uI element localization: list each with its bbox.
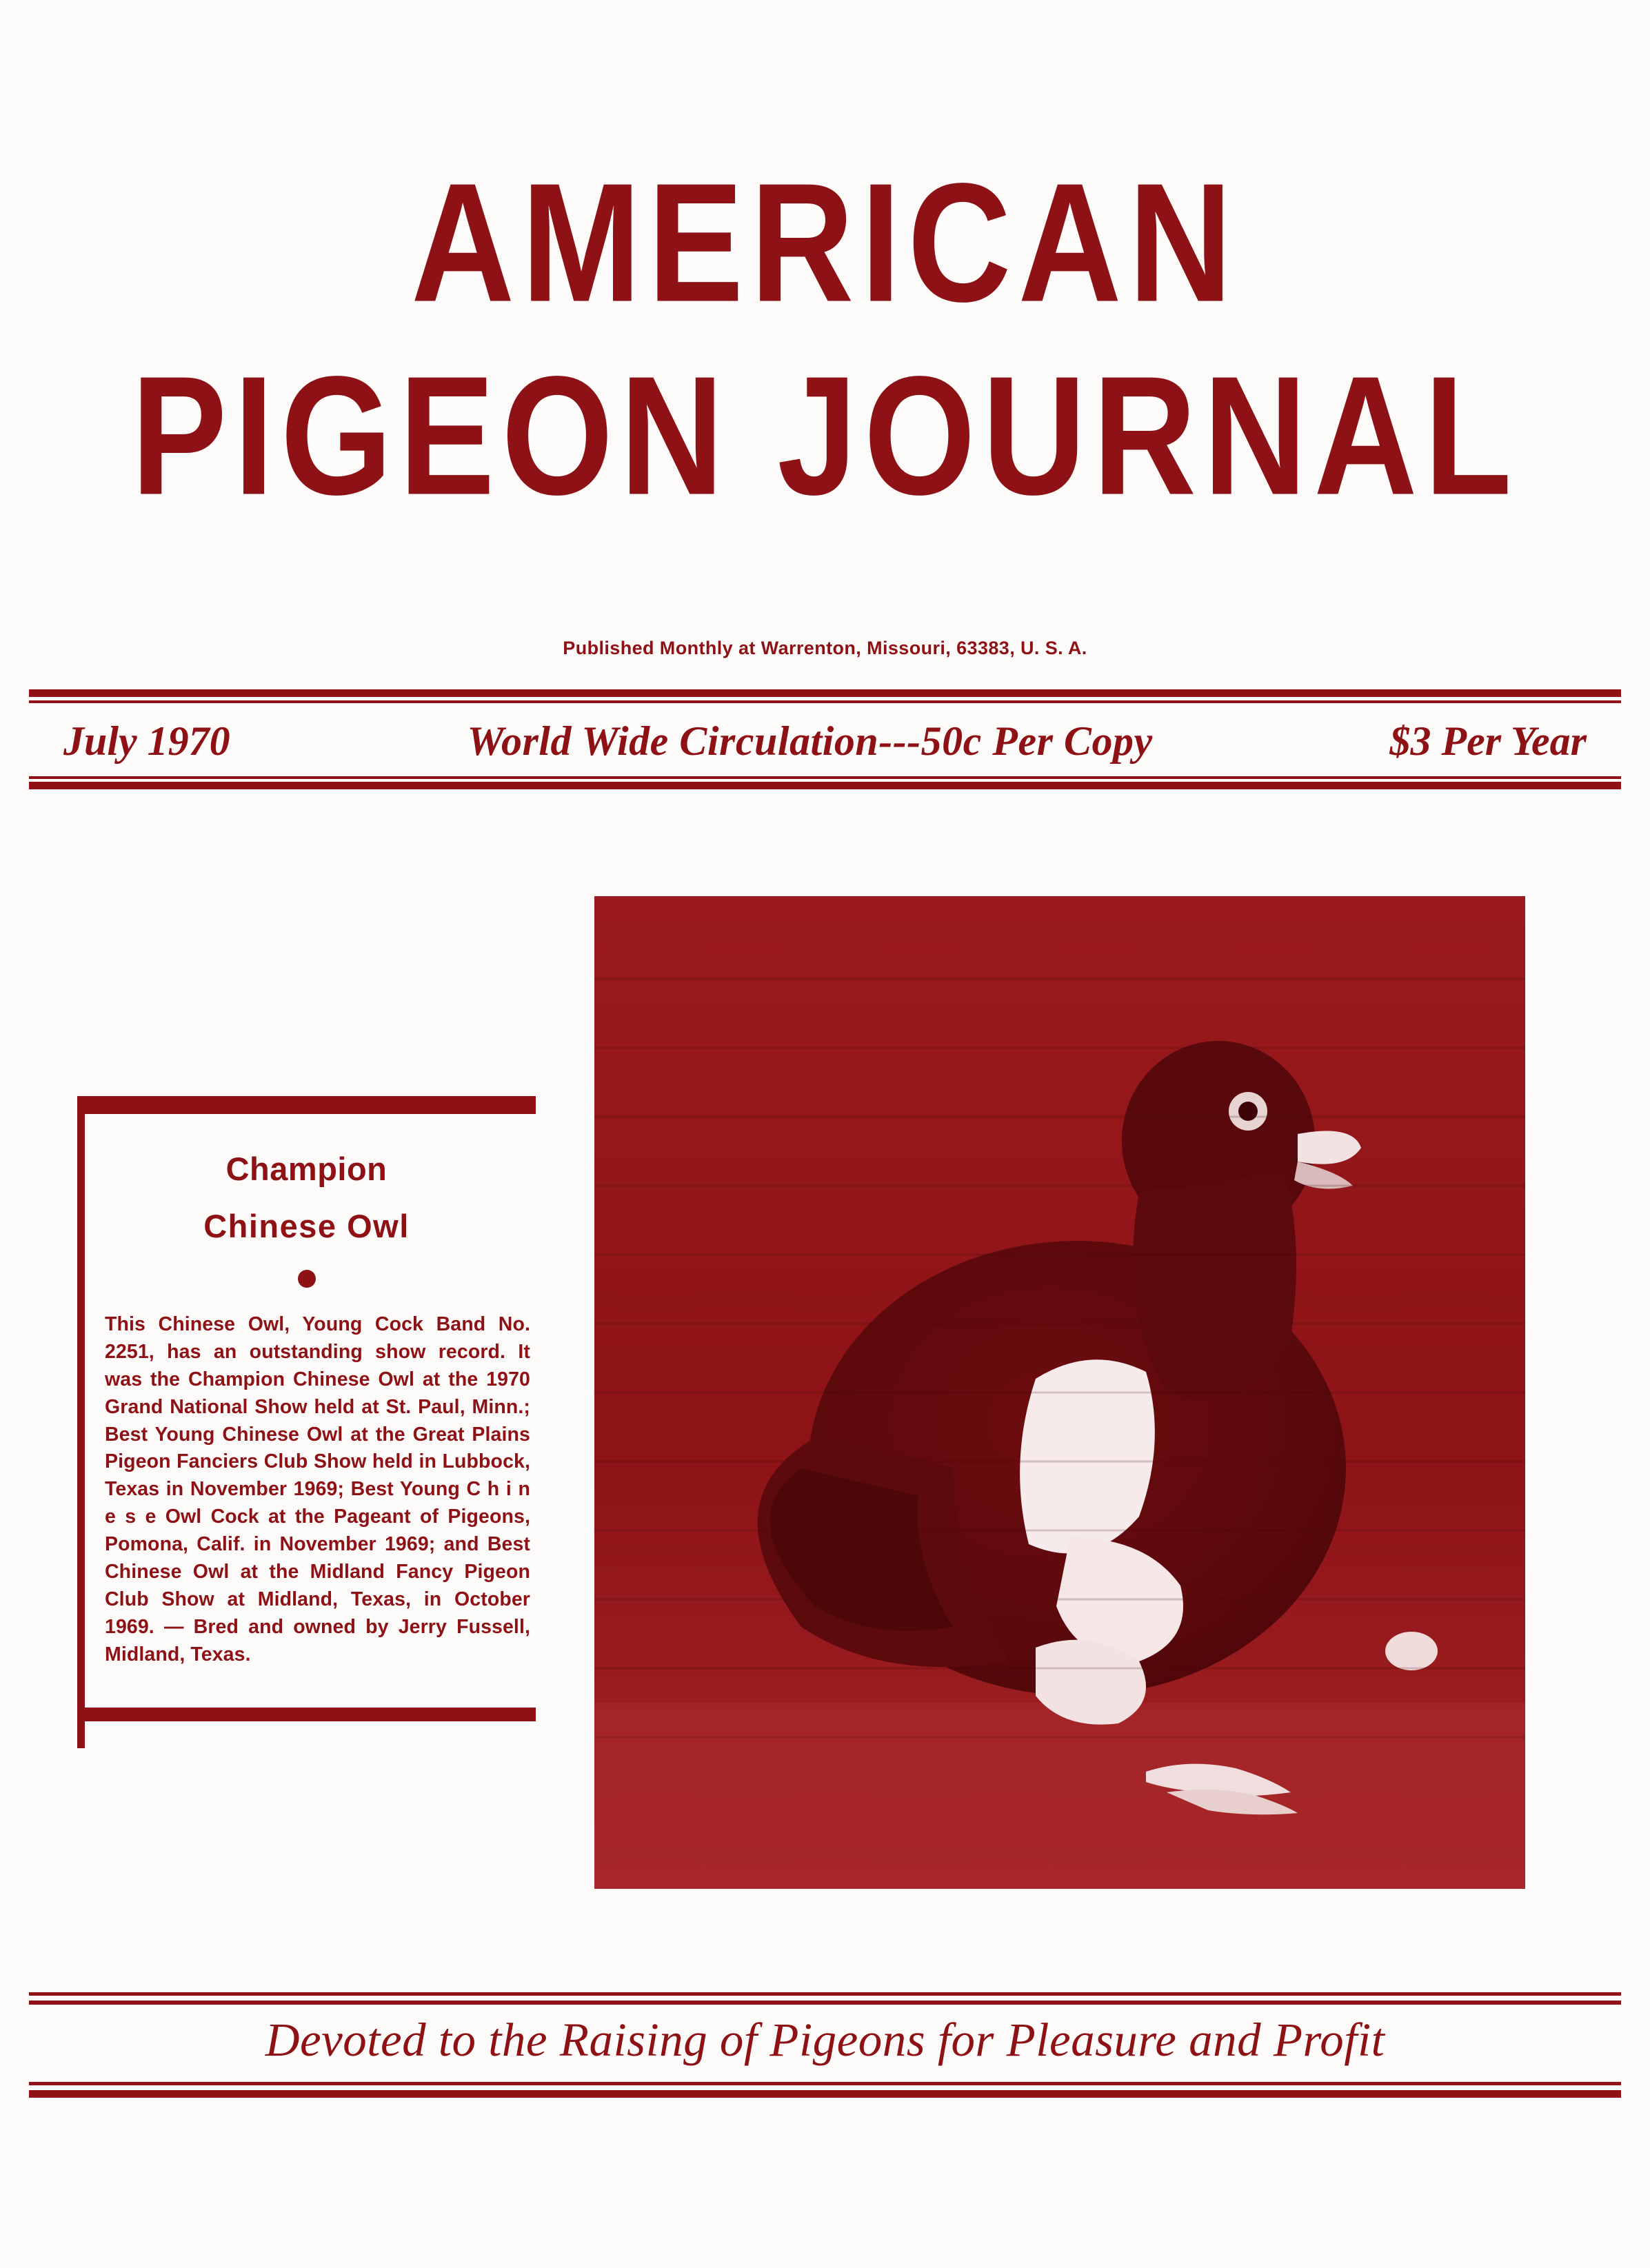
yearly-price: $3 Per Year [1389,718,1587,764]
divider-rule-footer-thin [29,2082,1621,2085]
pigeon-photo-illustration [594,896,1525,1889]
circulation-price-text: World Wide Circulation---50c Per Copy [467,718,1153,764]
divider-rule-top-thin [29,700,1621,703]
caption-side-bar [77,1114,85,1748]
divider-rule-bottom-thin [29,1992,1621,1996]
issue-bar [29,709,1621,773]
caption-title-line-2: Chinese Owl [203,1208,410,1244]
caption-body-text: This Chinese Owl, Young Cock Band No. 2251, has an outstanding show record. It was the Champion Chinese Owl at the 1970 Grand National Show held at St. Paul, Minn.; Best Young Chinese Owl at the Great Plains Pigeon Fanciers Club Show held in Lubbock, Texas in November 1969; Best Young C h i n e s e Owl Cock at the Pageant of Pigeons, Pomona, Calif. in November 1969; and Best Chinese Owl at the Midland Fancy Pigeon Club Show at Midland, Texas, in October 1969. — Bred and owned by Jerry Fussell, Midland, Texas. [105,1313,530,1665]
masthead [0,148,1650,531]
divider-rule-footer-thick [29,2090,1621,2098]
caption-top-bar [77,1096,536,1114]
caption-bottom-bar [77,1708,536,1721]
magazine-title-line-2: PIGEON JOURNAL [131,341,1519,531]
issue-date: July 1970 [63,718,230,764]
cover-photo-chinese-owl [594,896,1525,1889]
divider-rule-top-thick [29,689,1621,697]
divider-rule-bottom-thick [29,2001,1621,2005]
publication-info: Published Monthly at Warrenton, Missouri, 63383, U. S. A. [563,638,1087,658]
divider-rule-mid-thick [29,782,1621,789]
divider-rule-mid-thin [29,776,1621,779]
caption-bullet-dot-icon [298,1270,316,1288]
caption-title-line-1: Champion [225,1151,388,1187]
caption-block [77,1096,536,1721]
footer-tagline: Devoted to the Raising of Pigeons for Pleasure and Profit [265,2014,1385,2066]
magazine-title-line-1: AMERICAN [411,148,1239,338]
